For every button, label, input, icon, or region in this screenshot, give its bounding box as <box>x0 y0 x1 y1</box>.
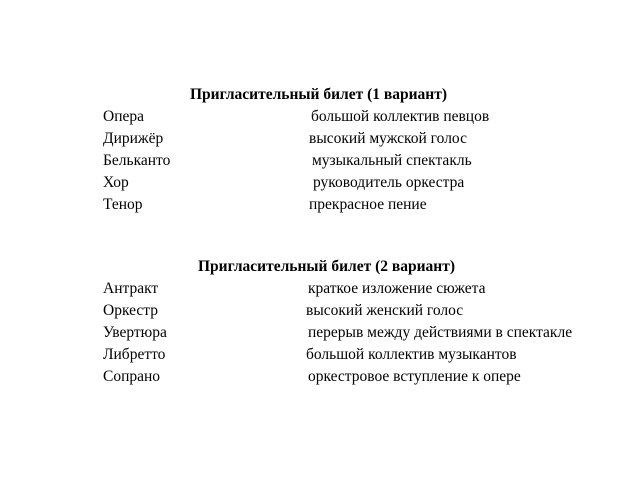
ticket-2-row <box>103 280 623 298</box>
ticket-1-title: Пригласительный билет (1 вариант) <box>190 86 447 103</box>
term-label: Либретто <box>103 346 166 363</box>
ticket-1-row <box>103 174 603 192</box>
ticket-1-row <box>103 108 603 126</box>
term-label: Хор <box>103 174 129 191</box>
ticket-2-title: Пригласительный билет (2 вариант) <box>198 258 455 275</box>
term-label: Опера <box>103 108 144 125</box>
ticket-1-row <box>103 196 603 214</box>
definition-label: музыкальный спектакль <box>312 152 472 169</box>
definition-label: руководитель оркестра <box>313 174 465 191</box>
ticket-1-row <box>103 130 603 148</box>
definition-label: высокий женский голос <box>306 302 464 319</box>
term-label: Сопрано <box>103 368 161 385</box>
ticket-2-row <box>103 302 623 320</box>
ticket-2-row <box>103 324 623 342</box>
term-label: Дирижёр <box>103 130 164 147</box>
ticket-2-row <box>103 368 623 386</box>
term-label: Бельканто <box>103 152 171 169</box>
definition-label: большой коллектив певцов <box>311 108 490 125</box>
term-label: Тенор <box>103 196 143 213</box>
ticket-1-row <box>103 152 603 170</box>
definition-label: оркестровое вступление к опере <box>308 368 521 385</box>
ticket-2-row <box>103 346 623 364</box>
definition-label: перерыв между действиями в спектакле <box>308 324 573 341</box>
term-label: Увертюра <box>103 324 167 341</box>
term-label: Оркестр <box>103 302 158 319</box>
term-label: Антракт <box>103 280 159 297</box>
definition-label: высокий мужской голос <box>309 130 467 147</box>
definition-label: прекрасное пение <box>309 196 427 213</box>
definition-label: большой коллектив музыкантов <box>306 346 517 363</box>
definition-label: краткое изложение сюжета <box>308 280 486 297</box>
